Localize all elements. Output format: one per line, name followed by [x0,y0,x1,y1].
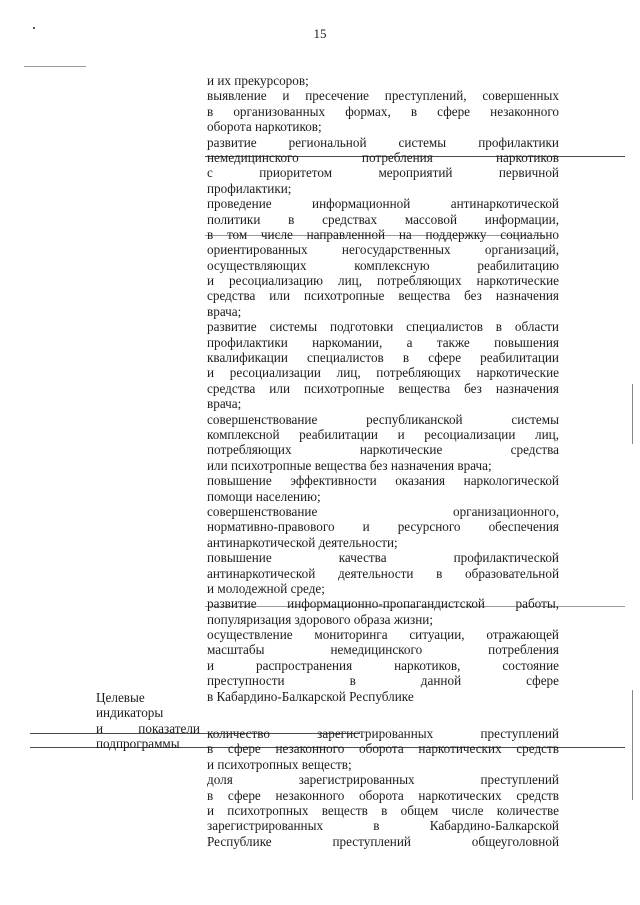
text-line: с приоритетом мероприятий первичной [207,165,559,181]
text-line: оборота наркотиков; [207,119,322,135]
text-line: проведение информационной антинаркотической [207,196,559,212]
text-line: немедицинского потребления наркотиков [207,149,559,165]
text-line: развитие информационно-пропагандистской работы, [207,596,559,612]
text-line: совершенствование республиканской системы [207,411,559,427]
page-number: 15 [313,26,327,41]
text-line: или психотропные вещества без назначения врача; [207,457,492,473]
text-line: профилактики наркомании, а также повышения [207,334,559,350]
goals-text-block [207,73,559,704]
text-line: ориентированных негосударственных организаций, [207,242,559,258]
text-line: зарегистрированных в Кабардино-Балкарской [207,818,559,834]
indicators-text-block [207,726,559,849]
text-line: антинаркотической деятельности в образовательной [207,565,559,581]
text-line: количество зарегистрированных преступлений [207,726,559,742]
text-line: и ресоциализации лиц, потребляющих наркотические [207,365,559,381]
text-line: преступности в данной сфере [207,673,559,689]
text-line: в организованных формах, в сфере незаконного [207,103,559,119]
text-line: и психотропных веществ; [207,756,352,772]
text-line: в Кабардино-Балкарской Республике [207,688,414,704]
heading-line: индикаторы [96,705,164,721]
text-line: потребляющих наркотические средства [207,442,559,458]
text-line: квалификации специалистов в сфере реабилитации [207,350,559,366]
text-line: популяризация здорового образа жизни; [207,611,433,627]
text-line: врача; [207,303,242,319]
text-line: доля зарегистрированных преступлений [207,772,559,788]
text-line: развитие системы подготовки специалистов в области [207,319,559,335]
text-line: Республике преступлений общеуголовной [207,833,559,849]
heading-line: подпрограммы [96,736,180,752]
text-line: врача; [207,396,242,412]
right-column [207,73,559,849]
text-line: и психотропных веществ в общем числе количестве [207,802,559,818]
scan-speck [632,690,633,800]
text-line: в сфере незаконного оборота наркотических средств [207,741,559,757]
text-line: средства или психотропные вещества без назначения [207,288,559,304]
text-line: и молодежной среде; [207,580,325,596]
table-rule [24,66,86,67]
left-column-heading [96,690,200,752]
text-line: политики в средствах массовой информации, [207,211,559,227]
text-line: развитие региональной системы профилактики [207,134,559,150]
heading-line: Целевые [96,690,145,705]
text-line: в том числе направленной на поддержку социально [207,226,559,242]
scan-speck [33,27,35,29]
text-line: совершенствование организационного, [207,503,559,519]
text-line: профилактики; [207,180,292,196]
text-line: повышение эффективности оказания наркологической [207,473,559,489]
text-line: помощи населению; [207,488,321,504]
text-line: средства или психотропные вещества без назначения [207,380,559,396]
text-line: комплексной реабилитации и ресоциализации лиц, [207,426,559,442]
text-line: в сфере незаконного оборота наркотических средств [207,787,559,803]
text-line: осуществление мониторинга ситуации, отражающей [207,627,559,643]
text-line: антинаркотической деятельности; [207,534,398,550]
text-line: повышение качества профилактической [207,550,559,566]
text-line: и распространения наркотиков, состояние [207,657,559,673]
text-line: осуществляющих комплексную реабилитацию [207,257,559,273]
scan-speck [632,384,633,444]
text-line: и их прекурсоров; [207,73,309,88]
heading-line: и показатели [96,720,200,736]
text-line: и ресоциализацию лиц, потребляющих наркотические [207,273,559,289]
text-line: масштабы немедицинского потребления [207,642,559,658]
text-line: выявление и пресечение преступлений, совершенных [207,88,559,104]
text-line: нормативно-правового и ресурсного обеспечения [207,519,559,535]
